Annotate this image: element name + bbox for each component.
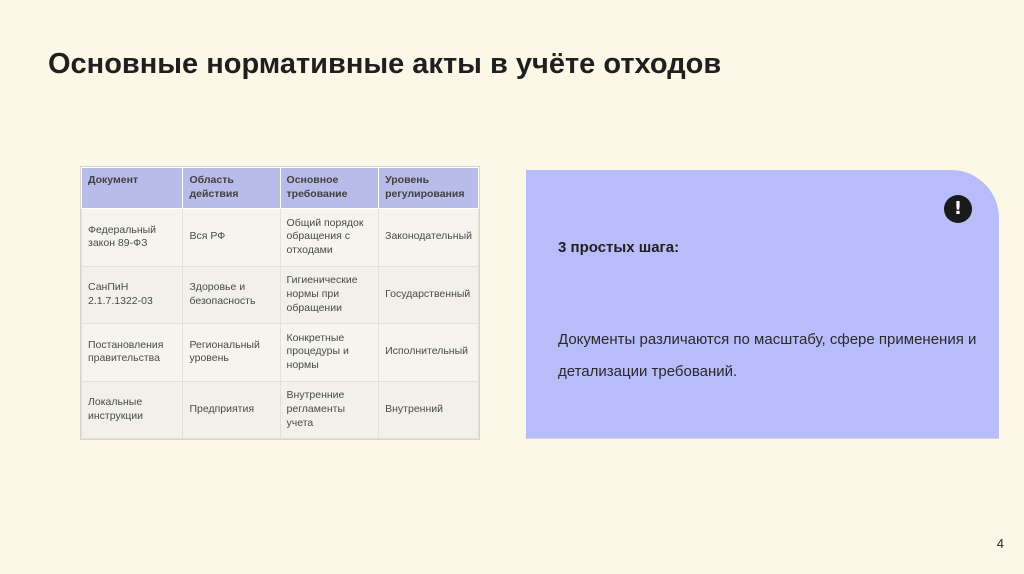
table-cell: Общий порядок обращения с отходами xyxy=(280,209,379,267)
header-level: Уровень регулирования xyxy=(379,168,479,209)
header-document: Документ xyxy=(82,168,183,209)
table-cell: Гигиенические нормы при обращении xyxy=(280,266,379,324)
table-cell: Региональный уровень xyxy=(183,324,280,382)
exclamation-icon: ! xyxy=(944,195,972,223)
header-requirement: Основное требование xyxy=(280,168,379,209)
table-cell: Постановления правительства xyxy=(82,324,183,382)
table-cell: Конкретные процедуры и нормы xyxy=(280,324,379,382)
table-cell: Законодательный xyxy=(379,209,479,267)
table-cell: Предприятия xyxy=(183,381,280,439)
page-number: 4 xyxy=(996,536,1004,551)
table-cell: Здоровье и безопасность xyxy=(183,266,280,324)
table xyxy=(81,167,479,439)
table-header-row xyxy=(82,168,479,209)
table-cell: Внутренние регламенты учета xyxy=(280,381,379,439)
regulations-table xyxy=(80,166,480,440)
slide-title: Основные нормативные акты в учёте отходов xyxy=(48,48,722,80)
table-cell: Локальные инструкции xyxy=(82,381,183,439)
table-cell: Внутренний xyxy=(379,381,479,439)
table-cell: СанПиН 2.1.7.1322-03 xyxy=(82,266,183,324)
card-heading: 3 простых шага: xyxy=(558,239,680,256)
info-card xyxy=(526,170,999,439)
table-row xyxy=(82,266,479,324)
table-cell: Исполнительный xyxy=(379,324,479,382)
table-row xyxy=(82,381,479,439)
card-text: Документы различаются по масштабу, сфере применения и детализации требований. xyxy=(558,331,977,380)
table-cell: Государственный xyxy=(379,266,479,324)
table-cell: Федеральный закон 89-ФЗ xyxy=(82,209,183,267)
header-scope: Область действия xyxy=(183,168,280,209)
table-row xyxy=(82,209,479,267)
table-row xyxy=(82,324,479,382)
table-cell: Вся РФ xyxy=(183,209,280,267)
